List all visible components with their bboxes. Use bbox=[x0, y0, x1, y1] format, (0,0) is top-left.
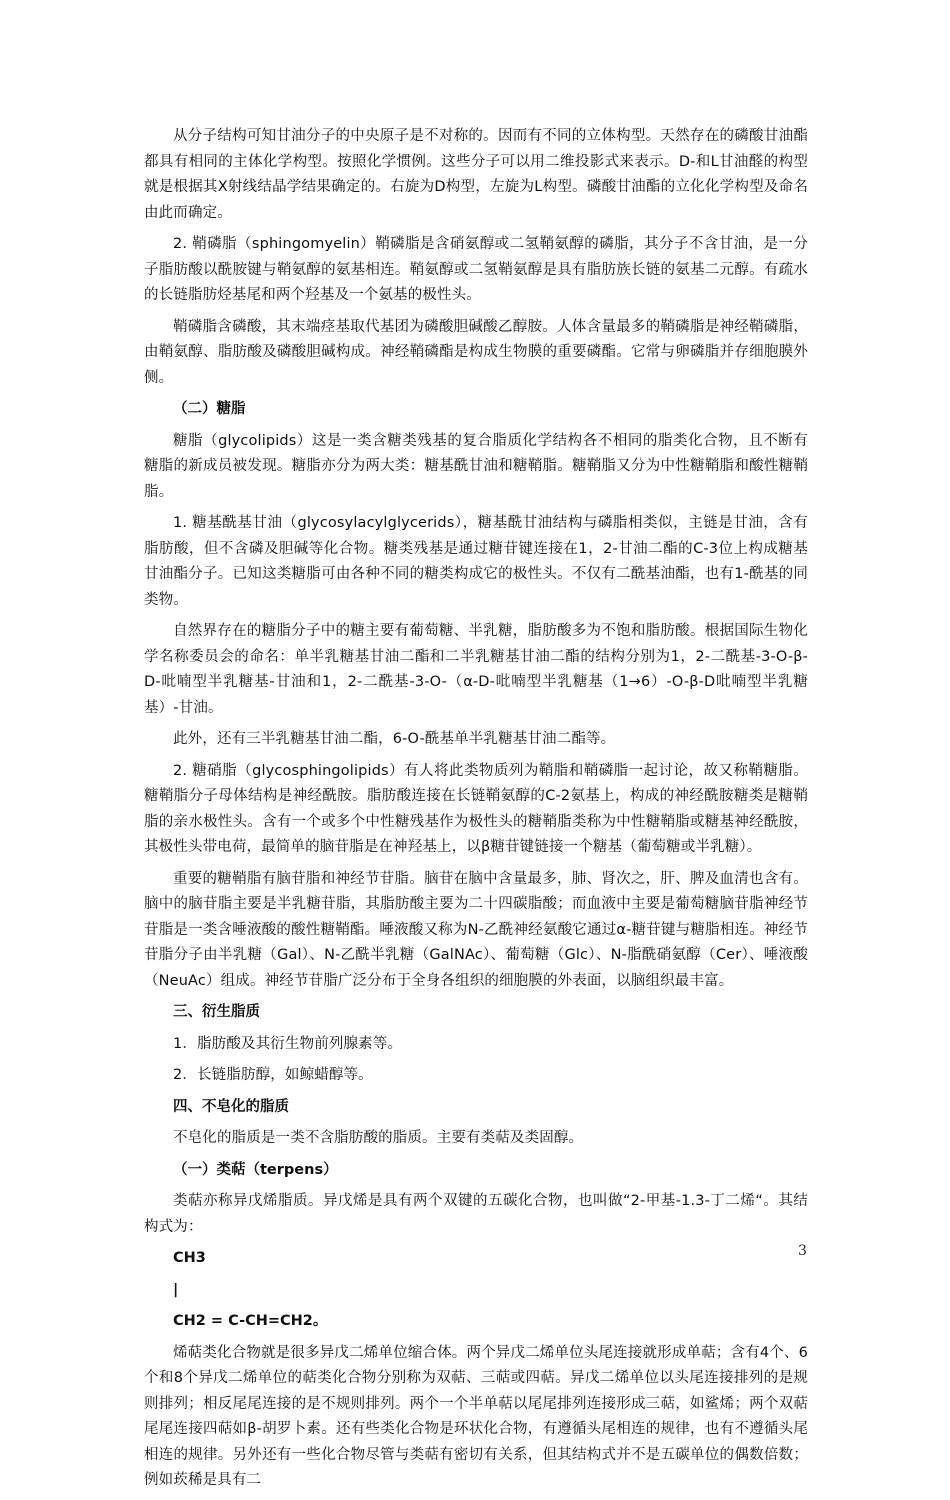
formula-line-ch3: CH3 bbox=[173, 1250, 206, 1266]
paragraph-nonsaponifiable-intro: 不皂化的脂质是一类不含脂肪酸的脂质。主要有类萜及类固醇。 bbox=[173, 1130, 584, 1146]
paragraph-glycosphingolipids: 2. 糖硝脂（glycosphingolipids）有人将此类物质列为鞘脂和鞘磷脂一起讨论，故又称鞘糖脂。糖鞘脂分子母体结构是神经酰胺。脂肪酸连接在长链鞘氨醇的C-2氨基上，构成的神经酰胺糖类是糖鞘脂的亲水极性头。含有一个或多个中性糖残基作为极性头的糖鞘脂类称为中性糖鞘脂或糖基神经酰胺，其极性头带电荷，最简单的脑苷脂是在神羟基上，以β糖苷键链接一个糖基（葡萄糖或半乳糖）。 bbox=[144, 762, 808, 855]
body-text bbox=[144, 124, 808, 1500]
paragraph-glycolipids-intro: 糖脂（glycolipids）这是一类含糖类残基的复合脂质化学结构各不相同的脂类化合物，且不断有糖脂的新成员被发现。糖脂亦分为两大类：糖基酰甘油和糖鞘脂。糖鞘脂又分为中性糖鞘脂和酸性糖鞘脂。 bbox=[144, 432, 808, 500]
paragraph-sphingomyelin: 2. 鞘磷脂（sphingomyelin）鞘磷脂是含硝氨醇或二氢鞘氨醇的磷脂，其分子不含甘油，是一分子脂肪酸以酰胺键与鞘氨醇的氨基相连。鞘氨醇或二氢鞘氨醇是具有脂肪族长链的氨基二元醇。有疏水的长链脂肪烃基尾和两个羟基及一个氨基的极性头。 bbox=[144, 236, 808, 303]
heading-terpenes: （一）类萜（terpens） bbox=[173, 1161, 338, 1178]
paragraph-terpene-classes: 烯萜类化合物就是很多异戊二烯单位缩合体。两个异戊二烯单位头尾连接就形成单萜；含有4个、6个和8个异戊二烯单位的萜类化合物分别称为双萜、三萜或四萜。异戊二烯单位以头尾连接排列的是规则排列；相反尾尾连接的是不规则排列。两个一个半单萜以尾尾排列连接形成三萜，如鲨烯；两个双萜尾尾连接四萜如β-胡罗卜素。还有些类化合物是环状化合物，有遵循头尾相连的规律，也有不遵循头尾相连的规律。另外还有一些化合物尽管与类萜有密切有关系，但其结构式并不是五碳单位的偶数倍数；例如莰稀是具有二 bbox=[144, 1344, 808, 1488]
heading-glycolipids: （二）糖脂 bbox=[173, 401, 246, 417]
heading-derived-lipids: 三、衍生脂质 bbox=[173, 1004, 260, 1020]
paragraph-natural-glycolipids: 自然界存在的糖脂分子中的糖主要有葡萄糖、半乳糖，脂肪酸多为不饱和脂肪酸。根据国际生物化学名称委员会的命名：单半乳糖基甘油二酯和二半乳糖基甘油二酯的结构分别为1，2-二酰基-3-O-β-D-吡喃型半乳糖基-甘油和1，2-二酰基-3-O-（α-D-吡喃型半乳糖基（1→6）-O-β-D吡喃型半乳糖基）-甘油。 bbox=[144, 623, 808, 716]
formula-line-main: CH2 = C-CH=CH2。 bbox=[173, 1313, 328, 1329]
paragraph-glycosylacylglycerids: 1. 糖基酰基甘油（glycosylacylglycerids），糖基酰甘油结构与磷脂相类似，主链是甘油，含有脂肪酸，但不含磷及胆碱等化合物。糖类残基是通过糖苷键连接在1，2-甘油二酯的C-3位上构成糖基甘油酯分子。已知这类糖脂可由各种不同的糖类构成它的极性头。不仅有二酰基油酯，也有1-酰基的同类物。 bbox=[144, 515, 808, 608]
paragraph-cerebrosides-gangliosides: 重要的糖鞘脂有脑苷脂和神经节苷脂。脑苷在脑中含量最多，肺、肾次之，肝、脾及血清也含有。脑中的脑苷脂主要是半乳糖苷脂，其脂肪酸主要为二十四碳脂酸；而血液中主要是葡萄糖脑苷脂神经节苷脂是一类含唾液酸的酸性糖鞘酯。唾液酸又称为N-乙酰神经氨酸它通过α-糖苷键与糖脂相连。神经节苷脂分子由半乳糖（Gal）、N-乙酰半乳糖（GalNAc）、葡萄糖（Glc）、N-脂酰硝氨醇（Cer）、唾液酸（NeuAc）组成。神经节苷脂广泛分布于全身各组织的细胞膜的外表面，以脑组织最丰富。 bbox=[144, 870, 808, 989]
paragraph-sphingomyelin-phosphate: 鞘磷脂含磷酸，其末端痉基取代基团为磷酸胆碱酸乙醇胺。人体含量最多的鞘磷脂是神经鞘磷脂，由鞘氨醇、脂肪酸及磷酸胆碱构成。神经鞘磷酯是构成生物膜的重要磷酯。它常与卵磷脂并存细胞膜外侧。 bbox=[144, 318, 808, 386]
heading-nonsaponifiable-lipids: 四、不皂化的脂质 bbox=[173, 1098, 289, 1115]
list-item-long-chain-alcohols: 2．长链脂肪醇，如鲸蜡醇等。 bbox=[173, 1067, 373, 1083]
paragraph-glycerol-chirality: 从分子结构可知甘油分子的中央原子是不对称的。因而有不同的立体构型。天然存在的磷酸甘油酯都具有相同的主体化学构型。按照化学惯例。这些分子可以用二维投影式来表示。D-和L甘油醛的构型就是根据其X射线结晶学结果确定的。右旋为D构型，左旋为L构型。磷酸甘油酯的立化化学构型及命名由此而确定。 bbox=[144, 128, 808, 221]
paragraph-isoprene: 类萜亦称异戊烯脂质。异戊烯是具有两个双键的五碳化合物，也叫做“2-甲基-1.3-丁二烯“。其结构式为： bbox=[144, 1193, 808, 1235]
paragraph-trigalactosyl: 此外，还有三半乳糖基甘油二酯，6-O-酰基单半乳糖基甘油二酯等。 bbox=[173, 731, 616, 747]
list-item-fatty-acids: 1．脂肪酸及其衍生物前列腺素等。 bbox=[173, 1035, 403, 1052]
formula-line-bond: | bbox=[173, 1281, 179, 1298]
page-number: 3 bbox=[798, 1243, 807, 1259]
